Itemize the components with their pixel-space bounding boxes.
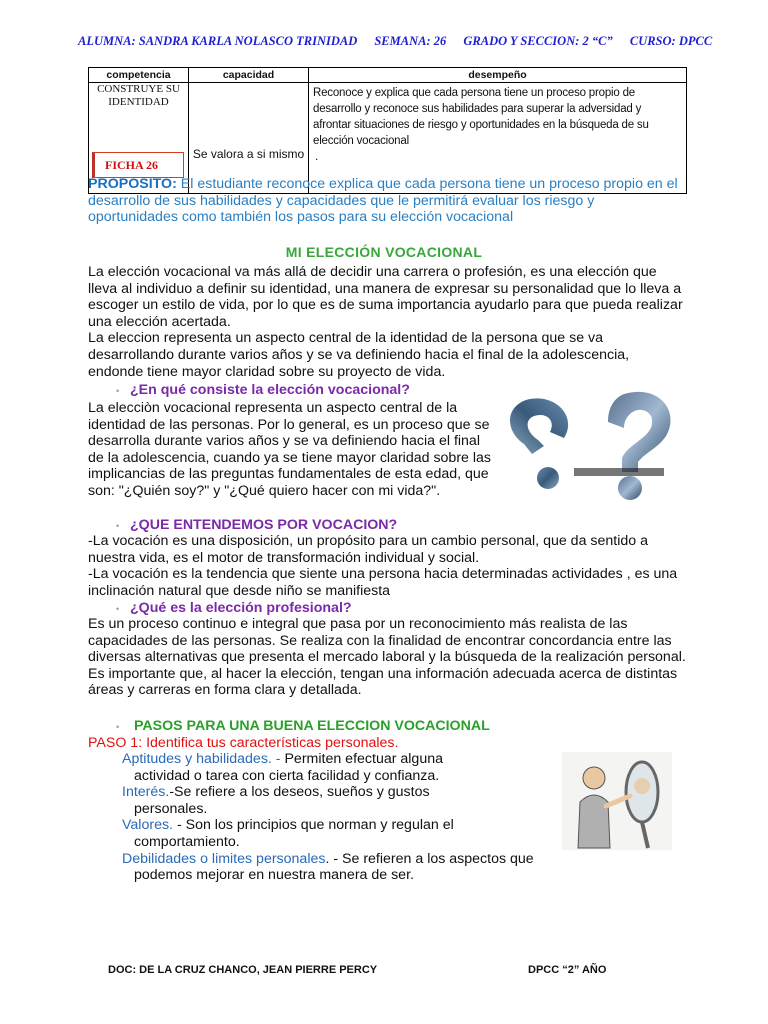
week-label: SEMANA: 26	[374, 34, 447, 48]
item-label: Aptitudes y habilidades. -	[122, 751, 281, 767]
desempeno-text: Reconoce y explica que cada persona tiene un proceso propio de desarrollo y reconoce sus habilidades para superar la adversidad y afrontar situaciones de riesgo y oportunidades en la búsqueda de su elección vocacional	[313, 87, 649, 147]
item-label: Interés.	[122, 784, 170, 801]
list-item	[122, 784, 582, 817]
item-text: . - Se refieren a los aspectos que	[325, 850, 534, 867]
item-continuation: personales.	[134, 800, 208, 817]
page-header	[78, 34, 758, 49]
item-label: Valores.	[122, 817, 173, 834]
course-label: CURSO: DPCC	[629, 34, 713, 48]
item-label: Debilidades o limites personales	[122, 850, 326, 867]
header-desempeno: desempeño	[309, 68, 687, 83]
section-heading-1: ¿En qué consiste la elección vocacional?	[130, 382, 410, 398]
section-heading-3: ¿Qué es la elección profesional?	[130, 600, 352, 616]
intro-paragraph-1: La elección vocacional va más allá de decidir una carrera o profesión, es una elección que lleva al individuo a definir su identidad, una manera de expresar su personalidad que lo lleva a escoger un estilo de vida, por lo que es de suma importancia ayudarlo para que pueda realizar una elección acertada.	[88, 264, 683, 330]
section-text-1: La elecciòn vocacional representa un aspecto central de la identidad de las personas. Por lo general, es un proceso que se desarrolla durante varios años y se va definiendo hacia el final de la adolescencia, cuando ya se tiene mayor claridad sobre las implicancias de las preguntas fundamentales de esta edad, que son: "¿Quién soy?" y "¿Qué quiero hacer con mi vida?".	[88, 400, 492, 499]
item-continuation: podemos mejorar en nuestra manera de ser.	[134, 867, 414, 884]
intro-text	[88, 264, 688, 380]
step-1-text: Identifica tus características personales.	[142, 735, 399, 751]
purpose-paragraph	[88, 176, 688, 226]
item-continuation: actividad o tarea con cierta facilidad y confianza.	[134, 767, 440, 784]
list-item	[122, 751, 582, 784]
header-capacidad: capacidad	[189, 68, 309, 83]
characteristics-list	[122, 751, 582, 884]
page-title: MI ELECCIÓN VOCACIONAL	[285, 244, 483, 260]
mirror-person-image	[562, 752, 672, 850]
bullet-icon: •	[116, 722, 120, 732]
section-heading-2: ¿QUE ENTENDEMOS POR VOCACION?	[130, 517, 398, 533]
vocation-line-2: -La vocación es la tendencia que siente una persona hacia determinadas actividades , es una inclinación natural que desde niño se manifiesta	[88, 566, 678, 599]
bullet-icon: •	[116, 386, 120, 396]
capacidad-text: Se valora a si mismo	[192, 147, 305, 161]
bullet-icon: •	[116, 521, 120, 531]
section-text-3: Es un proceso continuo e integral que pasa por un reconocimiento más realista de las capacidades de las personas. Se realiza con la finalidad de encontrar concordancia entre las diversas alternativas que presenta el mercado laboral y la búsqueda de la realización personal. Es importante que, al hacer la elección, tengan una información adecuada acerca de distintas áreas y carreras en forma clara y detallada.	[88, 616, 686, 699]
section-text-2	[88, 533, 688, 599]
footer-teacher: DOC: DE LA CRUZ CHANCO, JEAN PIERRE PERCY	[108, 964, 378, 976]
student-name: ALUMNA: SANDRA KARLA NOLASCO TRINIDAD	[78, 34, 358, 48]
header-competencia: competencia	[89, 68, 189, 83]
competency-table	[88, 67, 687, 194]
section-heading-4: PASOS PARA UNA BUENA ELECCION VOCACIONAL	[134, 718, 490, 734]
list-item	[122, 851, 582, 884]
ficha-badge: FICHA 26	[92, 152, 184, 178]
competencia-text: CONSTRUYE SU IDENTIDAD	[97, 83, 180, 108]
item-text: - Son los principios que norman y regulan el	[173, 817, 454, 834]
question-marks-collage-image	[504, 382, 680, 508]
desempeno-dot: .	[315, 151, 318, 163]
purpose-label: PROPOSITO:	[88, 176, 177, 192]
item-text: -Se refiere a los deseos, sueños y gustos	[169, 784, 430, 801]
vocation-line-1: -La vocación es una disposición, un propósito para un cambio personal, que da sentido a nuestra vida, es el motor de transformación individual y social.	[88, 533, 648, 566]
item-text: Permiten efectuar alguna	[280, 751, 443, 767]
intro-paragraph-2: La eleccion representa un aspecto central de la identidad de la persona que se va desarrollando durante varios años y se va definiendo hacia el final de la adolescencia, endonde tiene mayor claridad sobre su proyecto de vida.	[88, 330, 630, 380]
purpose-text: El estudiante reconoce explica que cada persona tiene un proceso propio en el desarrollo de sus habilidades y capacidades que le permitirá evaluar los riesgo y oportunidades como también los pasos para su elección vocacional	[88, 176, 678, 226]
footer-course: DPCC “2” AÑO	[528, 964, 607, 976]
bullet-icon: •	[116, 604, 120, 614]
list-item	[122, 817, 582, 850]
grade-section: GRADO Y SECCION: 2 “C”	[463, 34, 613, 48]
item-continuation: comportamiento.	[134, 833, 240, 850]
step-1-heading	[88, 735, 398, 751]
step-1-label: PASO 1:	[88, 735, 143, 751]
